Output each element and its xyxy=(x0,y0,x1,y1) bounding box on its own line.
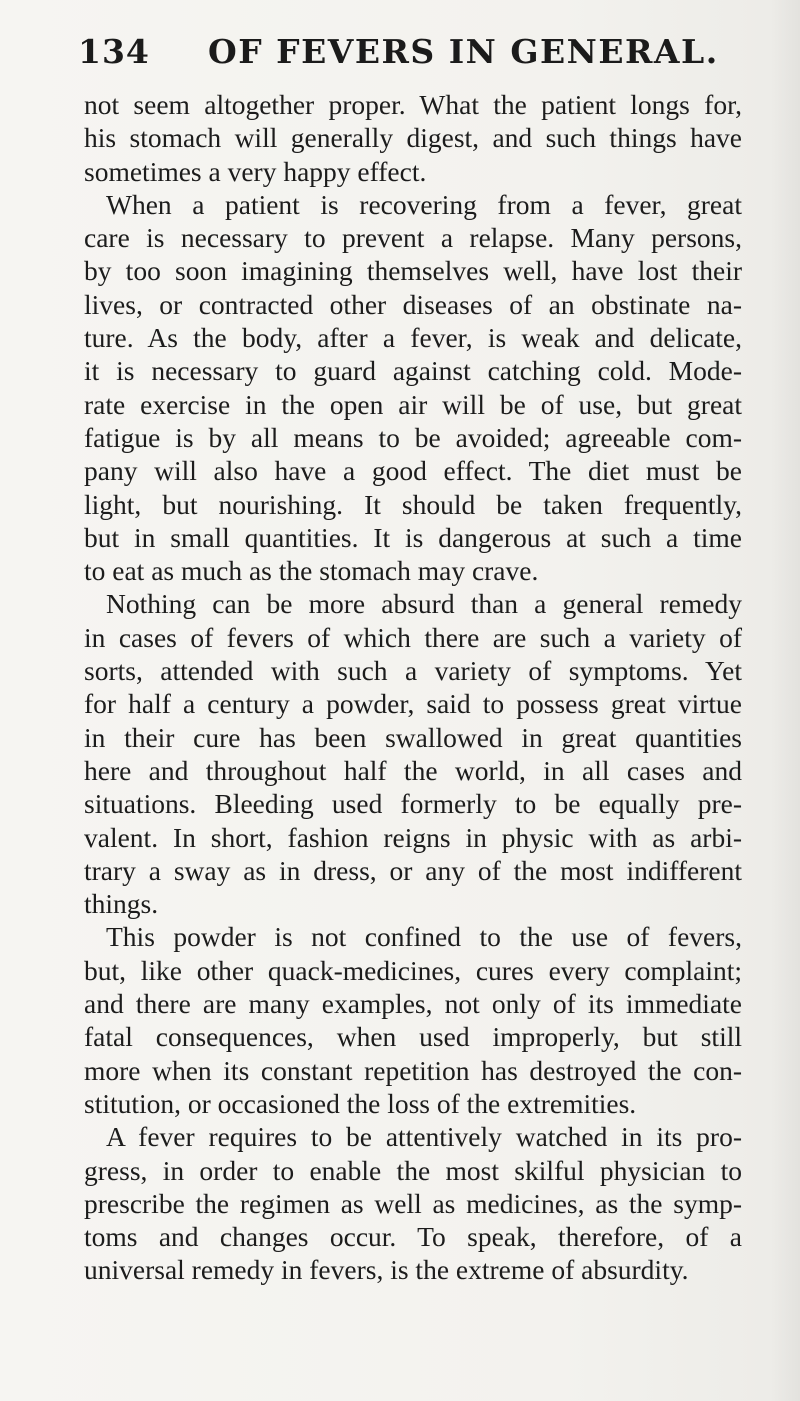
text-line: in their cure has been swallowed in great quantities xyxy=(84,721,742,753)
text-line: This powder is not confined to the use of fevers, xyxy=(106,921,742,953)
text-line: sorts, attended with such a variety of symptoms. Yet xyxy=(84,655,742,687)
text-line: to eat as much as the stomach may crave. xyxy=(84,555,539,587)
text-line: but, like other quack-medicines, cures every complaint; xyxy=(84,954,742,986)
text-line: valent. In short, fashion reigns in physic with as arbi- xyxy=(84,821,742,853)
text-line: care is necessary to prevent a relapse. Many persons, xyxy=(84,222,742,254)
text-line: pany will also have a good effect. The diet must be xyxy=(84,455,742,487)
text-line: here and throughout half the world, in all cases and xyxy=(84,754,742,786)
text-line: trary a sway as in dress, or any of the most indifferent xyxy=(84,854,742,886)
text-line: his stomach will generally digest, and such things have xyxy=(84,122,742,154)
text-line: things. xyxy=(84,888,159,920)
text-line: fatal consequences, when used improperly, but still xyxy=(84,1021,742,1053)
text-line: When a patient is recovering from a fever, great xyxy=(106,188,742,220)
text-line: prescribe the regimen as well as medicines, as the symp- xyxy=(84,1187,742,1219)
text-line: gress, in order to enable the most skilful physician to xyxy=(84,1154,742,1186)
text-line: but in small quantities. It is dangerous at such a time xyxy=(84,521,742,553)
page-header xyxy=(78,32,728,82)
text-line: situations. Bleeding used formerly to be equally pre- xyxy=(84,788,742,820)
text-line: more when its constant repetition has destroyed the con- xyxy=(84,1054,742,1086)
text-line: lives, or contracted other diseases of an obstinate na- xyxy=(84,288,742,320)
text-line: stitution, or occasioned the loss of the extremities. xyxy=(84,1087,637,1119)
text-line: light, but nourishing. It should be taken frequently, xyxy=(84,488,742,520)
text-line: not seem altogether proper. What the patient longs for, xyxy=(84,89,742,120)
page-number: 134 xyxy=(78,32,150,71)
text-line: fatigue is by all means to be avoided; agreeable com- xyxy=(84,421,742,453)
body-text xyxy=(84,88,742,1287)
text-line: in cases of fevers of which there are such a variety of xyxy=(84,621,742,653)
page-edge-shadow xyxy=(770,0,800,1401)
text-line: A fever requires to be attentively watched in its pro- xyxy=(106,1121,742,1153)
text-line: sometimes a very happy effect. xyxy=(84,155,427,187)
text-line: for half a century a powder, said to possess great virtue xyxy=(84,688,742,720)
text-line: rate exercise in the open air will be of use, but great xyxy=(84,388,742,420)
running-head: OF FEVERS IN GENERAL. xyxy=(208,32,719,71)
text-line: ture. As the body, after a fever, is weak and delicate, xyxy=(84,322,742,354)
text-line: Nothing can be more absurd than a general remedy xyxy=(106,588,742,620)
text-line: toms and changes occur. To speak, therefore, of a xyxy=(84,1221,742,1253)
text-line: and there are many examples, not only of its immediate xyxy=(84,988,742,1020)
text-line: universal remedy in fevers, is the extreme of absurdity. xyxy=(84,1254,689,1286)
text-line: it is necessary to guard against catching cold. Mode- xyxy=(84,355,742,387)
text-line: by too soon imagining themselves well, have lost their xyxy=(84,255,742,287)
